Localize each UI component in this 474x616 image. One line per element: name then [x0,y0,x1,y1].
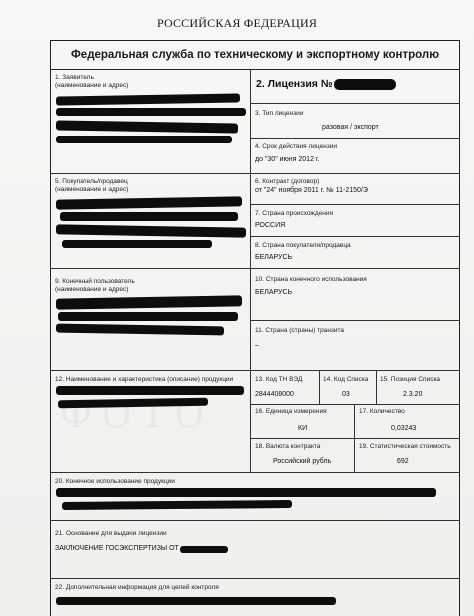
quantity-label: 17. Количество [359,408,405,415]
row-divider [50,472,460,473]
row-divider [50,578,460,579]
origin-label: 7. Страна происхождения [255,210,333,217]
redaction-bar [56,108,246,116]
cell-divider [250,204,460,205]
unit-label: 16. Единица измерения [255,408,327,415]
list-code-label: 14. Код Списка [323,376,369,383]
row-divider [50,520,460,521]
redaction-bar [56,136,232,143]
quantity-value: 0,03243 [391,425,417,432]
cell-divider [250,438,460,439]
column-divider [250,70,251,472]
cell-divider [250,320,460,321]
applicant-label: 1. Заявитель [55,74,94,81]
basis-value: ЗАКЛЮЧЕНИЕ ГОСЭКСПЕРТИЗЫ ОТ [55,545,179,552]
unit-value: КИ [298,425,308,432]
cell-divider [250,103,460,104]
license-number-label: 2. Лицензия № [256,78,333,90]
page-header: РОССИЙСКАЯ ФЕДЕРАЦИЯ [156,16,318,30]
validity-label: 4. Срок действия лицензии [255,143,337,150]
row-divider [50,370,460,371]
redaction-bar [60,212,238,221]
buyer-sublabel: (наименование и адрес) [55,186,129,193]
end-use-country-label: 10. Страна конечного использования [255,276,367,283]
origin-value: РОССИЯ [255,222,286,229]
currency-label: 18. Валюта контракта [255,443,321,450]
redaction-bar [56,597,336,605]
column-divider [319,370,320,404]
redaction-bar [56,488,436,497]
list-code-value: 03 [342,391,350,398]
additional-info-label: 22. Дополнительная информация для целей контроля [55,584,219,591]
validity-value: до "30" июня 2012 г. [255,156,320,163]
agency-title: Федеральная служба по техническому и экспортному контролю [50,40,460,70]
redaction-bar [58,312,238,321]
contract-value: от "24" ноября 2011 г. № 11-2150/Э [255,187,368,194]
basis-label: 21. Основание для выдачи лицензии [55,530,167,537]
cell-divider [250,138,460,139]
end-use-country-value: БЕЛАРУСЬ [255,289,293,296]
buyer-label: 5. Покупатель/продавец [55,178,128,185]
redaction-bar [180,546,228,553]
list-position-value: 2.3.20 [403,391,423,398]
redaction-bar [56,386,244,395]
redaction-bar [334,79,396,90]
row-divider [50,173,460,174]
stat-value-label: 19. Статистическая стоимость [359,443,451,450]
hs-code-value: 2844408000 [255,391,294,398]
transit-value: – [255,342,259,349]
column-divider [354,404,355,472]
hs-code-label: 13. Код ТН ВЭД [255,376,303,383]
cell-divider [250,404,460,405]
license-type-value: разовая / экспорт [322,124,379,131]
column-divider [376,370,377,404]
contract-label: 6. Контракт (договор) [255,178,320,185]
end-use-label: 20. Конечное использование продукции [55,478,175,485]
buyer-country-label: 8. Страна покупателя/продавца [255,242,351,249]
redaction-bar [62,240,212,248]
license-type-label: 3. Тип лицензии [255,110,304,117]
end-user-sublabel: (наименование и адрес) [55,286,129,293]
cell-divider [250,236,460,237]
applicant-sublabel: (наименование и адрес) [55,82,129,89]
transit-label: 11. Страна (страны) транзита [255,327,345,334]
row-divider [50,268,460,269]
list-position-label: 15. Позиция Списка [380,376,441,383]
buyer-country-value: БЕЛАРУСЬ [255,254,293,261]
stat-value-value: 692 [397,458,409,465]
currency-value: Российский рубль [273,458,332,465]
product-label: 12. Наименование и характеристика (описание) продукции [55,376,234,383]
end-user-label: 9. Конечный пользователь [55,278,135,285]
